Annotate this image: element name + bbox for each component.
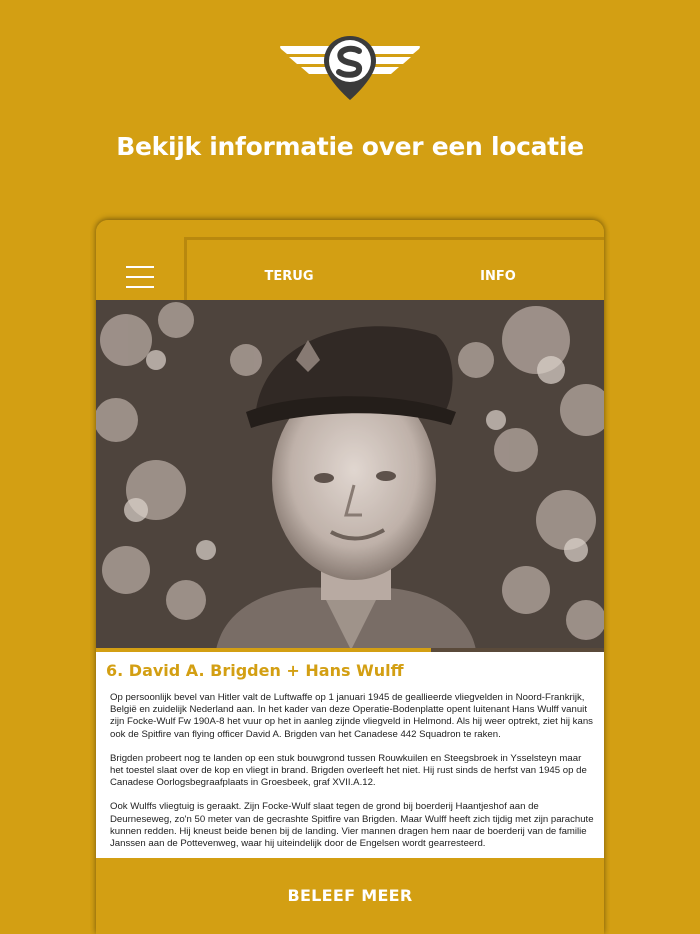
beleef-meer-button[interactable]: BELEEF MEER xyxy=(96,858,604,934)
hamburger-icon xyxy=(126,286,154,288)
hamburger-icon xyxy=(126,266,154,268)
location-details xyxy=(96,652,604,858)
hamburger-icon xyxy=(126,276,154,278)
logo-winged-pin-icon xyxy=(279,34,421,102)
description-paragraph: Ook Wulffs vliegtuig is geraakt. Zijn Focke-Wulf slaat tegen de grond bij boerderij Haantjeshof aan de Deurneseweg, zo'n 50 meter van de gecrashte Spitfire van Brigden. Maar Wulff heeft zich tijdig met zijn parachute kunnen redden. Hij kneust beide benen bij de landing. Vier mannen dragen hem naar de boerderij van de familie Janssen aan de Pottevenweg, waar hij uiteindelijk door de Engelsen wordt gearresteerd. xyxy=(110,801,594,850)
description-paragraph: Op persoonlijk bevel van Hitler valt de Luftwaffe op 1 januari 1945 de geallieerde vliegvelden in Noord-Frankrijk, België en zuidelijk Nederland aan. In het kader van deze Operatie-Bodenplatte opent luitenant Hans Wulff vanuit zijn Focke-Wulf Fw 190A-8 het vuur op het in aanleg zijnde vliegveld in Helmond. Als hij weer optrekt, ziet hij kans ook de Spitfire van flying officer David A. Brigden van het Canadese 442 Squadron te raken. xyxy=(110,692,593,740)
page-title: Bekijk informatie over een locatie xyxy=(116,132,584,161)
description-paragraph: Brigden probeert nog te landen op een stuk bouwgrond tussen Rouwkuilen en Steegsbroek in Ysselsteyn maar het toestel slaat over de kop en vliegt in brand. Brigden overleeft het niet. Hij rust sinds de herfst van 1945 op de Canadese Oorlogsbegraafplaats in Groesbeek, graf XVII.A.12. xyxy=(110,752,587,789)
info-button[interactable]: INFO xyxy=(480,269,516,284)
location-photo xyxy=(96,300,604,650)
device-frame xyxy=(96,220,604,934)
location-title: 6. David A. Brigden + Hans Wulff xyxy=(106,661,404,680)
back-button[interactable]: TERUG xyxy=(264,269,314,284)
nav-top-divider xyxy=(184,237,604,240)
